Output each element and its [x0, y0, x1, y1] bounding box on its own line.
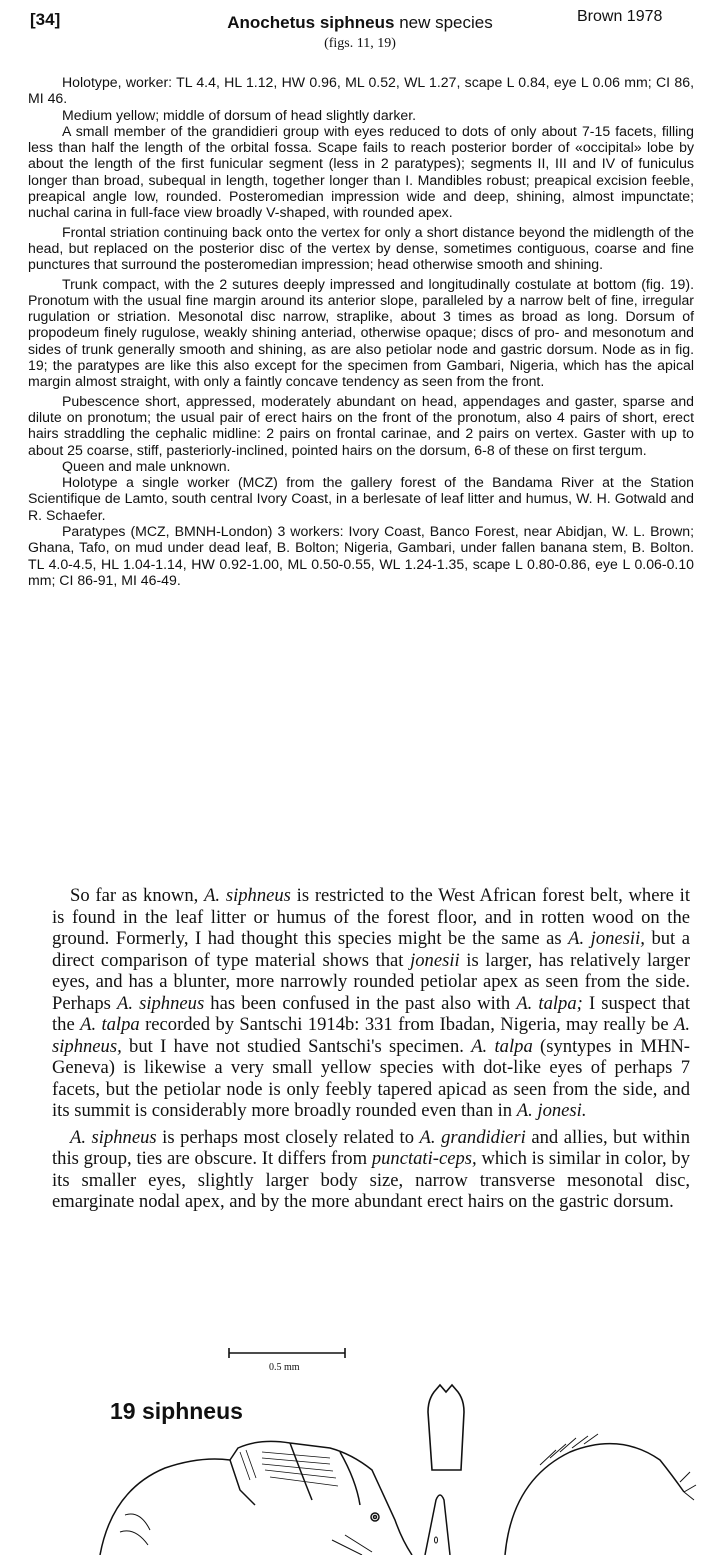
citation: Brown 1978	[577, 8, 663, 25]
species-name: siphneus	[319, 13, 395, 32]
discussion-paragraph-2	[52, 1127, 690, 1213]
spiracle-mark	[435, 1537, 438, 1543]
species-heading	[150, 12, 570, 54]
taxon-name: A. siphneus	[70, 1126, 157, 1148]
paratypes-paragraph: Paratypes (MCZ, BMNH-London) 3 workers: Ivory Coast, Banco Forest, near Abidjan, W. L. Brown; Ghana, Tafo, on mud under dead leaf, B. Bolton; Nigeria, Gambari, under fallen banana stem, B. Bolton. TL 4.0-4.5, HL 1.04-1.14, HW 0.92-1.00, ML 0.50-0.55, WL 1.24-1.35, scape L 0.80-0.86, eye L 0.06-0.10 mm; CI 86-91, MI 46-49.	[28, 523, 694, 588]
taxon-name: A. siphneus,	[52, 1014, 690, 1057]
text-run: I suspect that the	[52, 992, 690, 1035]
genus-name: Anochetus	[227, 13, 316, 32]
trunk-striation	[240, 1450, 338, 1486]
taxon-name: A. talpa	[80, 1014, 140, 1035]
taxon-name: A. grandidieri	[419, 1126, 526, 1148]
scale-bar-label: 0.5 mm	[269, 1362, 300, 1373]
text-run: is larger, has relatively larger eyes, and has a blunter, more narrowly rounded petiolar apex as seen from the side. Perhaps	[52, 949, 691, 1014]
text-run: is restricted to the West African forest belt, where it is found in the leaf litter or humus of the forest floor, and in rotten wood on the ground. Formerly, I had thought this species might be the same as	[52, 885, 690, 949]
petiole-lateral-view	[425, 1495, 450, 1555]
holotype-paragraph: Holotype a single worker (MCZ) from the gallery forest of the Bandama River at the Station Scientifique de Lamto, south central Ivory Coast, in a berlesate of leaf litter and humus, W. H. Gotwald and R. Schaefer.	[28, 474, 694, 523]
trunk-lateral-view	[100, 1441, 412, 1555]
gaster-lateral-view	[505, 1434, 696, 1555]
taxon-name: A. jonesii,	[568, 928, 645, 949]
color-paragraph: Medium yellow; middle of dorsum of head slightly darker.	[62, 106, 417, 123]
taxon-name: A. talpa	[471, 1035, 533, 1057]
text-run: which is similar in color, by its smaller eyes, slightly larger body size, narrow transverse mesonotal disc, emarginate nodal apex, and by the more abundant erect hairs on the gastric dorsum.	[52, 1148, 690, 1212]
figure-19-illustration	[0, 1340, 727, 1555]
scale-bar	[229, 1348, 345, 1358]
text-run: recorded by Santschi 1914b: 331 from Ibadan, Nigeria, may really be	[139, 1014, 674, 1035]
text-run: (syntypes in MHN-Geneva) is likewise a very small yellow species with dot-like eyes of perhaps 7 facets, but the petiolar node is only feebly tapered apicad as seen from the side, and its summit is considerably more broadly rounded even than in	[52, 1035, 690, 1121]
species-status: new species	[399, 13, 493, 32]
sculpture-paragraph: Frontal striation continuing back onto the vertex for only a short distance beyond the midlength of the head, but replaced on the posterior disc of the vertex by dense, sometimes contiguous, coarse and fine punctures that surround the posteromedian impression; head otherwise smooth and shining.	[28, 223, 694, 273]
diagnosis-paragraph: A small member of the grandidieri group with eyes reduced to dots of only about 7-15 facets, filling less than half the length of the orbital fossa. Scape fails to reach posterior border of «occipital» lobe by about the length of the first funicular segment (less in 2 paratypes); segments II, III and IV of funiculus longer than broad, subequal in length, together longer than I. Mandibles robust; preapical excision feeble, preapical angle low, rounded. Posteromedian impression wide and deep, shining, almost impunctate; nuchal carina in full-face view broadly V-shaped, with rounded apex.	[28, 122, 694, 221]
taxon-name: A. talpa;	[516, 992, 583, 1014]
species-description	[28, 74, 694, 588]
text-run: is perhaps most closely related to	[156, 1126, 420, 1148]
taxon-name: jonesii	[410, 949, 460, 971]
text-run: but I have not studied Santschi's specimen.	[121, 1035, 472, 1057]
page-number: [34]	[30, 10, 61, 29]
text-run: and allies, but within this group, ties are obscure. It differs from	[52, 1126, 691, 1169]
taxon-name: A. siphneus	[116, 992, 205, 1014]
discussion	[52, 885, 690, 1218]
text-run: So far as known,	[70, 885, 205, 906]
taxon-name: A. jonesi.	[516, 1100, 587, 1121]
taxon-name: punctati-ceps,	[371, 1148, 477, 1169]
measurements-paragraph: Holotype, worker: TL 4.4, HL 1.12, HW 0.96, ML 0.52, WL 1.27, scape L 0.84, eye L 0.06 mm; CI 86, MI 46.	[28, 74, 694, 107]
trunk-paragraph: Trunk compact, with the 2 sutures deeply impressed and longitudinally costulate at bottom (fig. 19). Pronotum with the usual fine margin around its anterior slope, paralleled by a narrow belt of fine, irregular rugulation or striation. Mesonotal disc narrow, straplike, about 3 times as broad as long. Dorsum of propodeum finely rugulose, weakly shining anteriad, otherwise opaque; discs of pro- and mesonotum and sides of trunk generally smooth and shining, as are also petiolar node and gastric dorsum. Node as in fig. 19; the paratypes are like this also except for the specimen from Gambari, Nigeria, which has the apical margin almost straight, with only a faintly concave tendency as seen from the front.	[28, 275, 694, 390]
petiole-front-view	[428, 1385, 464, 1470]
taxon-name: A. siphneus	[204, 885, 291, 906]
text-run: but a direct comparison of type material shows that	[52, 928, 691, 971]
castes-paragraph: Queen and male unknown.	[62, 457, 231, 474]
figure-label: 19 siphneus	[110, 1398, 243, 1424]
discussion-paragraph-1	[52, 885, 690, 1122]
figure-refs: (figs. 11, 19)	[324, 36, 396, 51]
pubescence-paragraph: Pubescence short, appressed, moderately abundant on head, appendages and gaster, sparse and dilute on pronotum; the usual pair of erect hairs on the front of the pronotum, also 4 pairs of short, erect hairs straddling the cephalic midline: 2 pairs on frontal carinae, and 2 pairs on vertex. Gaster with up to about 25 coarse, stiff, pasteriorly-inclined, pointed hairs on the dorsum, 6-8 of these on first tergum.	[28, 392, 694, 458]
text-run: has been confused in the past also with	[204, 992, 517, 1014]
